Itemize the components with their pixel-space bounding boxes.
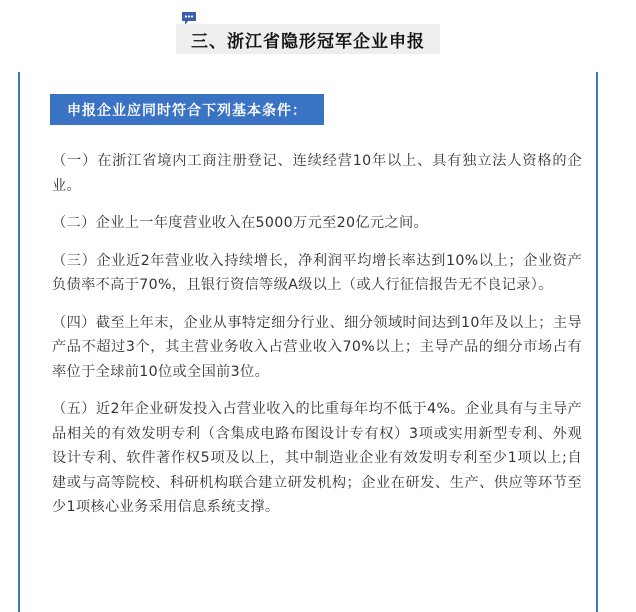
conditions-list xyxy=(52,149,582,533)
section-title-block xyxy=(176,11,440,55)
condition-item: （四）截至上年末，企业从事特定细分行业、细分领域时间达到10年及以上；主导产品不超过3个，其主营业务收入占营业收入70%以上；主导产品的细分市场占有率位于全球前10位或全国前3位。 xyxy=(52,314,582,380)
condition-item: （五）近2年企业研发投入占营业收入的比重每年均不低于4%。企业具有与主导产品相关的有效发明专利（含集成电路布图设计专有权）3项或实用新型专利、外观设计专利、软件著作权5项及以上，其中制造业企业有效发明专利至少1项以上;自建或与高等院校、科研机构联合建立研发机构；企业在研发、生产、供应等环节至少1项核心业务采用信息系统支撑。 xyxy=(52,401,582,515)
condition-item: （二）企业上一年度营业收入在5000万元至20亿元之间。 xyxy=(52,215,429,231)
section-title: 三、浙江省隐形冠军企业申报 xyxy=(176,24,440,54)
condition-item: （三）企业近2年营业收入持续增长，净利润平均增长率达到10%以上；企业资产负债率不高于70%，且银行资信等级A级以上（或人行征信报告无不良记录）。 xyxy=(52,252,582,293)
condition-item: （一）在浙江省境内工商注册登记、连续经营10年以上、具有独立法人资格的企业。 xyxy=(52,153,582,194)
conditions-heading: 申报企业应同时符合下列基本条件： xyxy=(50,94,324,125)
